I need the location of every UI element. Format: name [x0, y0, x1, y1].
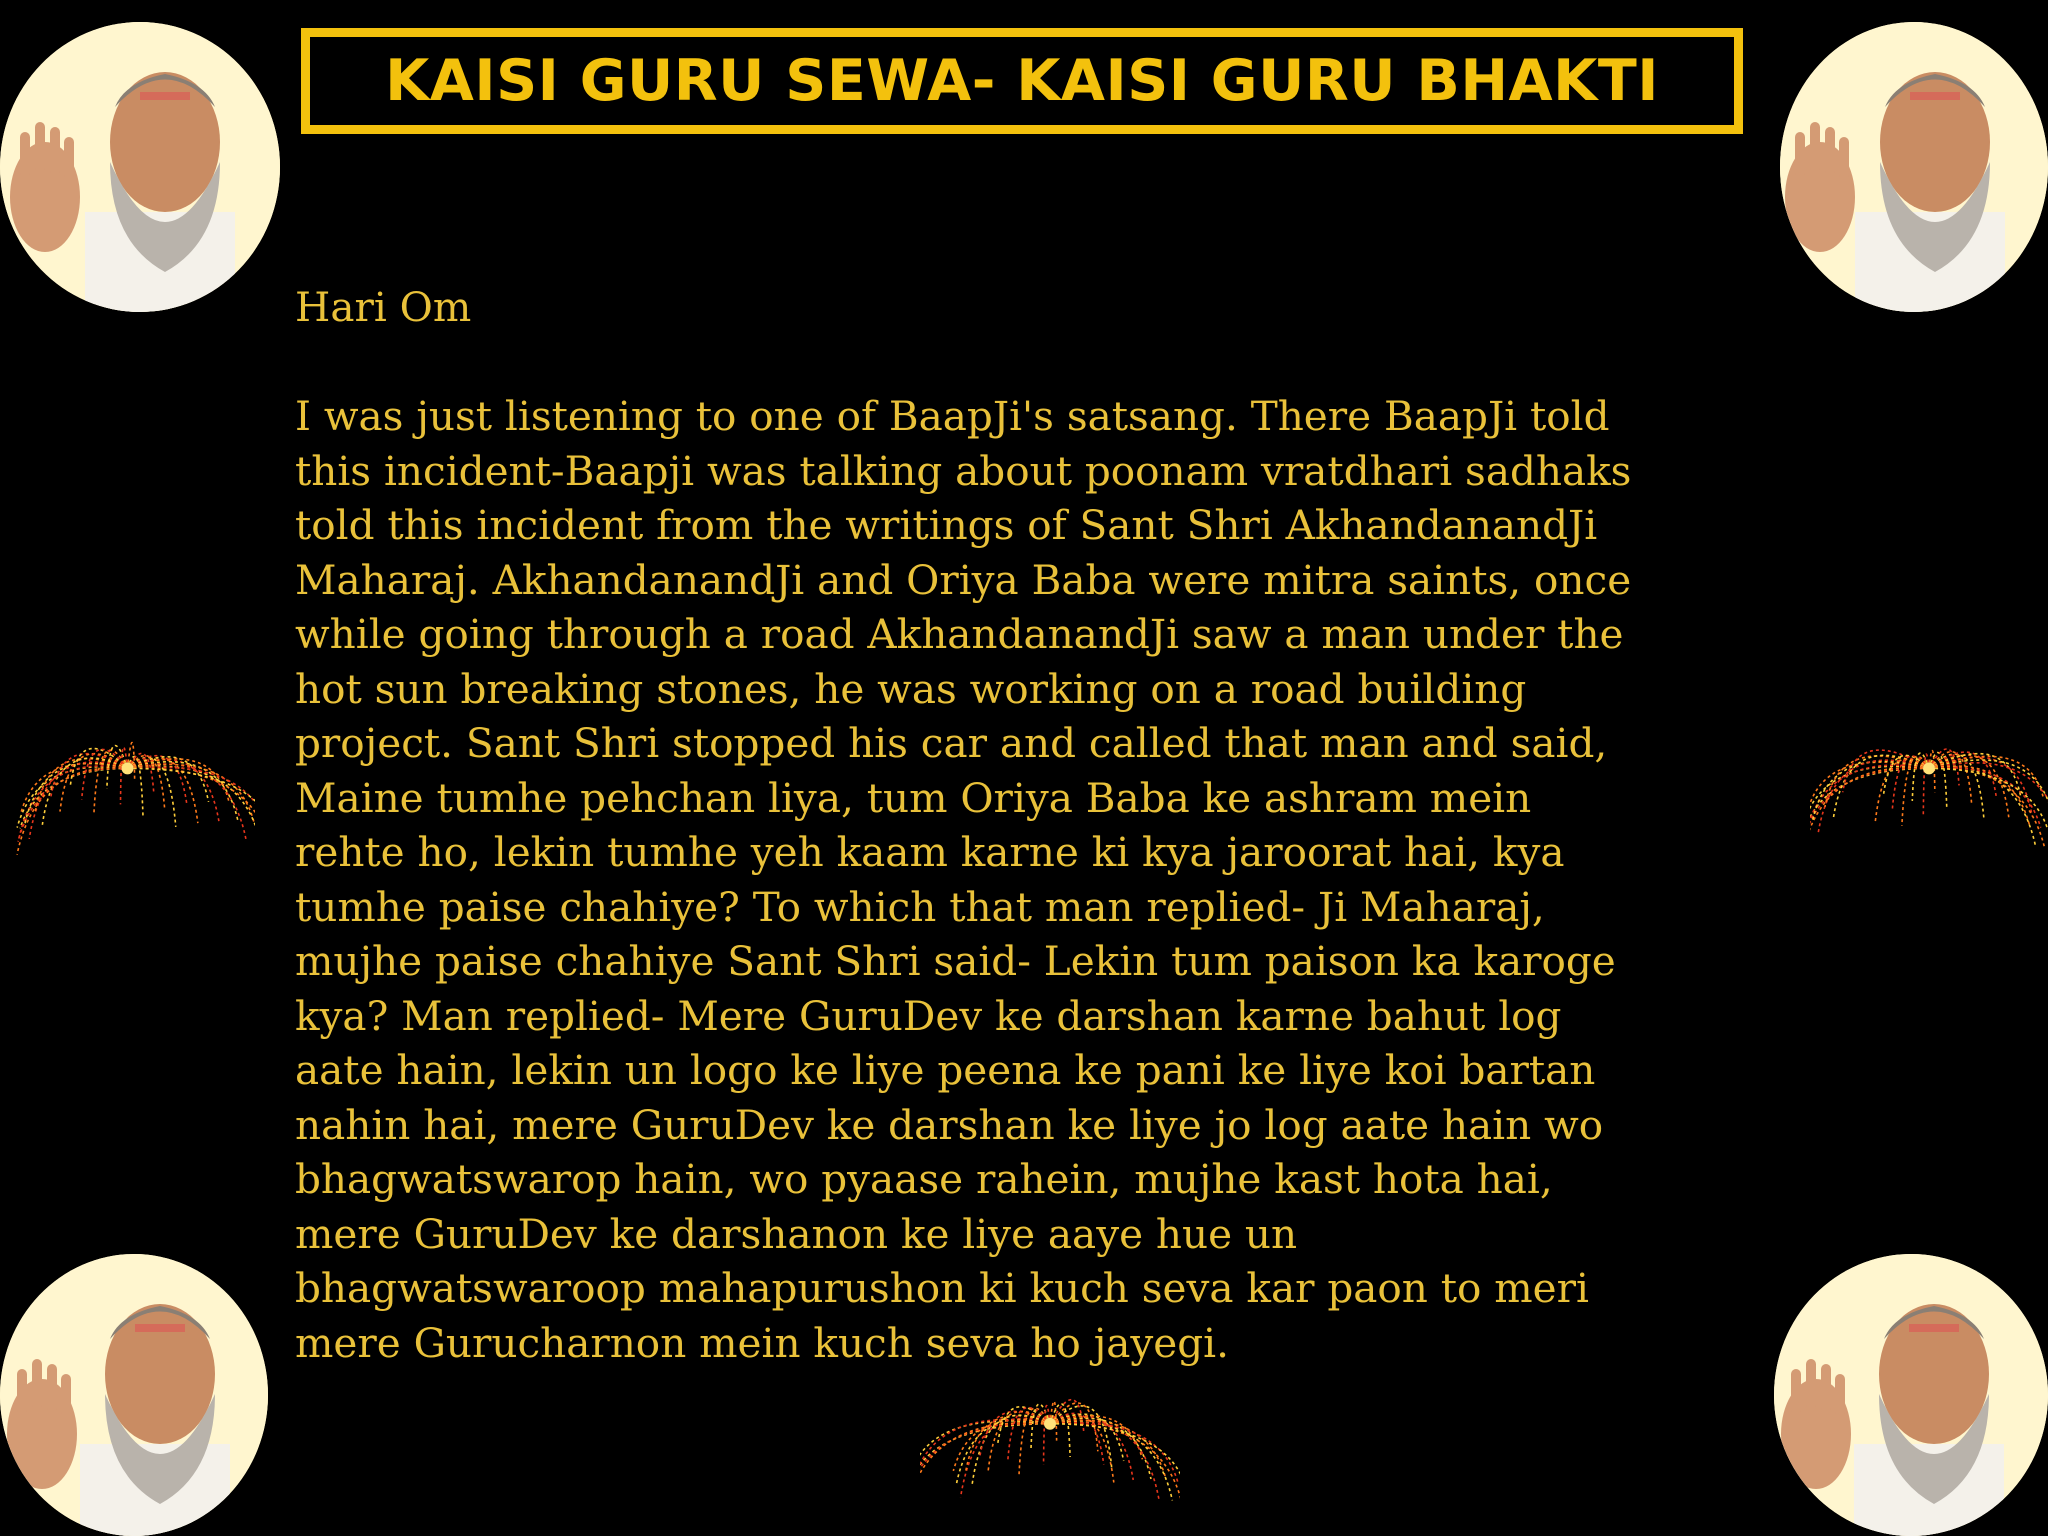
firework-spark: [128, 756, 187, 805]
story-line: aate hain, lekin un logo ke liye peena ke pani ke liye koi bartan: [295, 1046, 1596, 1094]
firework-spark: [1812, 761, 1929, 822]
portrait-top-right: [1780, 22, 2048, 312]
firework-spark: [920, 1424, 1050, 1484]
story-line: I was just listening to one of BaapJi's satsang. There BaapJi told: [295, 392, 1610, 440]
firework-core: [122, 762, 134, 774]
firework-spark: [1929, 753, 1947, 809]
saint-portrait-icon: [0, 22, 280, 312]
firework-spark: [1050, 1403, 1098, 1451]
saint-portrait-icon: [0, 1254, 268, 1536]
firework-icon: [920, 1355, 1180, 1536]
firework-bottom: [920, 1355, 1180, 1536]
story-line: mere Gurucharnon mein kuch seva ho jayegi.: [295, 1318, 1229, 1367]
firework-spark: [980, 1411, 1050, 1457]
story-line: mere GuruDev ke darshanon ke liye aaye hue un: [295, 1209, 1298, 1258]
portrait-bottom-left: [0, 1254, 268, 1536]
firework-spark: [1050, 1420, 1159, 1499]
story-line: bhagwatswarop hain, wo pyaase rahein, mujhe kast hota hai,: [295, 1155, 1553, 1203]
story-line: tumhe paise chahiye? To which that man replied- Ji Maharaj,: [295, 882, 1545, 931]
firework-spark: [128, 767, 256, 825]
story-line: told this incident from the writings of Sant Shri AkhandanandJi: [295, 501, 1598, 549]
firework-spark: [1929, 757, 2032, 816]
firework-spark: [1929, 768, 2045, 848]
firework-spark: [20, 768, 128, 828]
story-line: while going through a road AkhandanandJi saw a man under the: [295, 610, 1624, 658]
firework-spark: [1050, 1416, 1133, 1479]
firework-spark: [24, 763, 127, 826]
firework-spark: [1810, 765, 1929, 838]
firework-spark: [1050, 1421, 1166, 1480]
firework-spark: [920, 1423, 1050, 1495]
firework-icon: [0, 700, 255, 880]
firework-spark: [1883, 755, 1929, 796]
story-line: this incident-Baapji was talking about poonam vratdhari sadhaks: [295, 446, 1632, 495]
story-line: Maine tumhe pehchan liya, tum Oriya Baba ke ashram mein: [295, 773, 1532, 822]
story-line: bhagwatswaroop mahapurushon ki kuch seva kar paon to meri: [295, 1264, 1589, 1312]
firework-spark: [1810, 768, 1929, 854]
saint-portrait-icon: [1774, 1254, 2048, 1536]
story-line: Maharaj. AkhandanandJi and Oriya Baba were mitra saints, once: [295, 555, 1632, 604]
title-frame: [301, 28, 1743, 134]
firework-spark: [1912, 753, 1929, 801]
firework-right: [1810, 700, 2048, 880]
firework-spark: [128, 768, 256, 829]
firework-spark: [17, 768, 127, 855]
firework-spark: [18, 766, 127, 841]
firework-spark: [1810, 768, 1929, 841]
story-line: mujhe paise chahiye Sant Shri said- Lekin tum paison ka karoge: [295, 937, 1616, 985]
story-line: hot sun breaking stones, he was working on a road building: [295, 664, 1527, 713]
story-line: nahin hai, mere GuruDev ke darshan ke liye jo log aate hain wo: [295, 1100, 1604, 1149]
portrait-top-left: [0, 22, 280, 312]
firework-spark: [961, 1419, 1050, 1498]
firework-spark: [120, 747, 127, 804]
firework-spark: [128, 766, 256, 843]
story-line: kya? Man replied- Mere GuruDev ke darshan karne bahut log: [295, 991, 1562, 1040]
story-line: rehte ho, lekin tumhe yeh kaam karne ki kya jaroorat hai, kya: [295, 828, 1565, 876]
article-body: [295, 280, 1795, 1370]
portrait-bottom-right: [1774, 1254, 2048, 1536]
page-title: KAISI GURU SEWA- KAISI GURU BHAKTI: [385, 48, 1659, 114]
saint-portrait-icon: [1780, 22, 2048, 312]
firework-spark: [1929, 760, 2048, 817]
story-paragraph: [295, 389, 1795, 1370]
firework-spark: [1044, 1406, 1050, 1465]
greeting: Hari Om: [295, 283, 472, 331]
story-line: project. Sant Shri stopped his car and called that man and said,: [295, 719, 1608, 767]
firework-spark: [1929, 768, 2041, 828]
firework-left: [0, 700, 255, 880]
firework-spark: [1929, 767, 2036, 847]
firework-spark: [18, 768, 128, 841]
firework-core: [1044, 1418, 1056, 1430]
firework-core: [1923, 762, 1935, 774]
firework-icon: [1810, 700, 2048, 880]
firework-spark: [1050, 1404, 1070, 1457]
